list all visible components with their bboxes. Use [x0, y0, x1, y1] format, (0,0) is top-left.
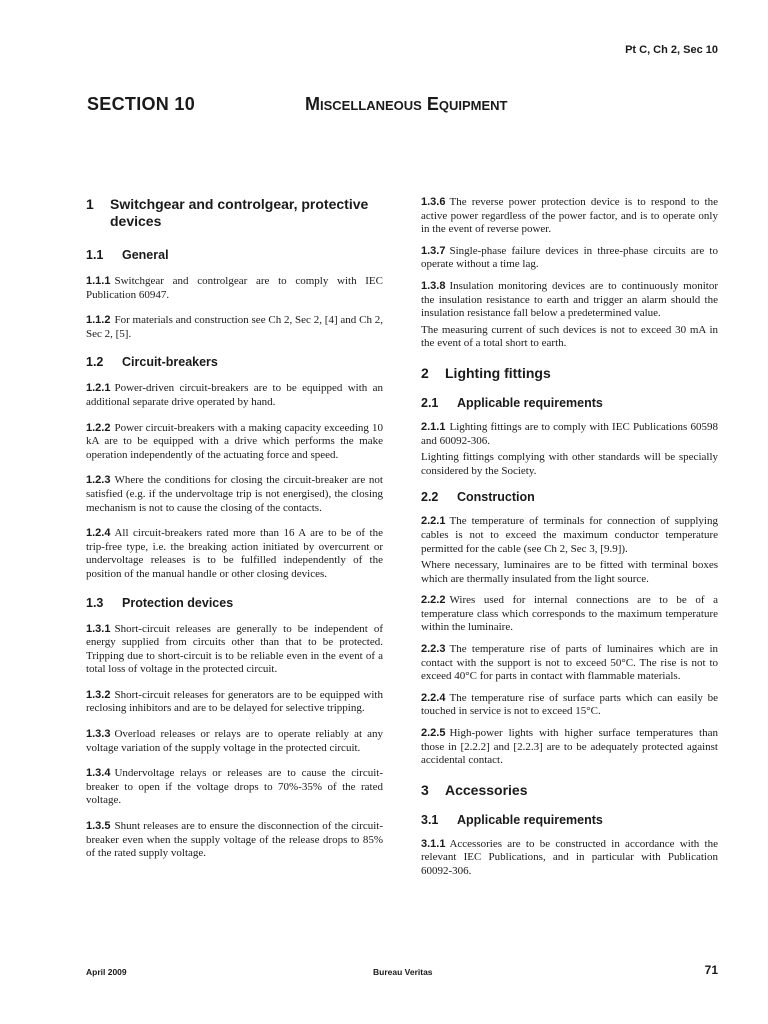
left-column: [86, 196, 383, 861]
paragraph-text: The temperature rise of surface parts which can easily be touched in service is not to exceed 15°C.: [421, 691, 718, 718]
heading-text: Applicable requirements: [457, 395, 603, 410]
heading-number: 1: [86, 196, 94, 212]
right-column: [421, 196, 718, 879]
heading-number: 1.1: [86, 248, 104, 262]
paragraph-number: 1.1.1: [86, 275, 111, 287]
paragraph-text: Single-phase failure devices in three-phase circuits are to operate without a time lag.: [421, 244, 718, 271]
chapter-heading: [421, 782, 718, 799]
paragraph-number: 1.3.3: [86, 728, 111, 741]
paragraph-number: 1.2.1: [86, 382, 111, 395]
paragraph-number: 1.3.1: [86, 622, 111, 635]
section-title: Miscellaneous Equipment: [305, 94, 508, 114]
page-number: 71: [704, 963, 718, 977]
paragraph-text: Shunt releases are to ensure the disconnection of the circuit-breaker even when the supply voltage of the release drops to 85% of the rated supply voltage.: [86, 820, 383, 860]
paragraph-text: Power circuit-breakers with a making capacity exceeding 10 kA are to be equipped with a drive which performs the make operation independently of the actuating force and speed.: [86, 421, 383, 461]
paragraph: [421, 838, 718, 879]
paragraph-number: 1.3.4: [86, 767, 111, 780]
paragraph: [421, 280, 718, 321]
paragraph: [86, 820, 383, 861]
paragraph-number: 1.3.5: [86, 820, 111, 833]
paragraph-text: Accessories are to be constructed in accordance with the relevant IEC Publications, and in particular with Publication 60092-306.: [421, 837, 718, 877]
paragraph-text: Short-circuit releases are generally to be independent of energy supplied from circuits other than that to be protected. Tripping due to short-circuit is to be reliable even in the event of a total loss of voltage in the protected circuit.: [86, 622, 383, 676]
paragraph-text: Power-driven circuit-breakers are to be equipped with an additional separate drive operated by hand.: [86, 382, 383, 408]
heading-number: 2.1: [421, 395, 439, 410]
paragraph-text: Undervoltage relays or releases are to cause the circuit-breaker to open if the voltage drops to 70%-35% of the rated voltage.: [86, 767, 383, 807]
paragraph: [86, 728, 383, 755]
paragraph: [86, 275, 383, 302]
footer-date: April 2009: [86, 967, 127, 977]
paragraph-number: 1.3.8: [421, 279, 446, 292]
paragraph: [421, 324, 718, 351]
paragraph-number: 1.3.6: [421, 196, 446, 208]
heading-text: Protection devices: [122, 595, 234, 610]
paragraph-text: The measuring current of such devices is not to exceed 30 mA in the event of a total short to earth.: [421, 323, 718, 350]
paragraph: [421, 594, 718, 635]
heading-number: 1.2: [86, 355, 104, 370]
heading-number: 3.1: [421, 812, 439, 827]
heading-text: Switchgear and controlgear, protective devices: [110, 196, 369, 229]
paragraph: [421, 451, 718, 478]
paragraph-text: The temperature rise of parts of luminaires which are in contact with the support is not to exceed 50°C. The rise is not to exceed 40°C for parts in contact with flammable materials.: [421, 643, 718, 683]
paragraph: [421, 515, 718, 556]
paragraph: [86, 689, 383, 716]
running-head: Pt C, Ch 2, Sec 10: [625, 44, 718, 56]
paragraph-text: High-power lights with higher surface temperatures than those in [2.2.2] and [2.2.3] are to be adequately protected against accidental contact.: [421, 727, 718, 767]
section-number: SECTION 10: [87, 94, 196, 114]
paragraph: [421, 727, 718, 768]
paragraph-text: The reverse power protection device is to respond to the active power regardless of the power factor, and is to operate only in the event of reverse power.: [421, 196, 718, 236]
paragraph-number: 1.1.2: [86, 314, 111, 327]
heading-number: 2: [421, 364, 429, 381]
heading-text: Accessories: [445, 781, 528, 798]
heading-number: 2.2: [421, 490, 439, 505]
paragraph-number: 1.2.2: [86, 421, 111, 434]
heading-text: General: [122, 248, 169, 262]
paragraph-text: Short-circuit releases for generators are to be equipped with reclosing inhibitors and are to be delayed for selective tripping.: [86, 688, 383, 715]
chapter-heading: [421, 365, 718, 382]
paragraph: [421, 692, 718, 719]
paragraph-text: Lighting fittings complying with other standards will be specially considered by the Society.: [421, 451, 718, 477]
paragraph-text: Where the conditions for closing the circuit-breaker are not satisfied (e.g. if the undervoltage trip is not energised), the closing mechanism is not to cause the closing of the contacts.: [86, 474, 383, 514]
heading-text: Construction: [457, 490, 535, 505]
paragraph: [86, 314, 383, 341]
paragraph-number: 1.3.2: [86, 688, 111, 701]
heading-text: Applicable requirements: [457, 812, 603, 827]
section-heading: [421, 813, 718, 828]
footer-publisher: Bureau Veritas: [373, 967, 433, 977]
paragraph: [86, 623, 383, 677]
paragraph-number: 1.2.3: [86, 474, 111, 487]
paragraph-number: 2.2.5: [421, 727, 446, 740]
paragraph-text: Where necessary, luminaires are to be fitted with terminal boxes which are thermally insulated from the light source.: [421, 559, 718, 585]
section-heading: [86, 596, 383, 611]
paragraph-text: Insulation monitoring devices are to continuously monitor the insulation resistance to earth and trigger an alarm should the insulation resistance fall below a predetermined value.: [421, 279, 718, 320]
section-heading: [421, 490, 718, 505]
section-heading: [86, 248, 383, 263]
paragraph-number: 2.2.4: [421, 691, 446, 704]
paragraph-text: The temperature of terminals for connection of supplying cables is not to exceed the maximum conductor temperature permitted for the cable (see Ch 2, Sec 3, [9.9]).: [421, 515, 718, 555]
paragraph-number: 2.1.1: [421, 420, 446, 433]
paragraph-number: 3.1.1: [421, 837, 446, 850]
paragraph-number: 2.2.2: [421, 594, 446, 607]
paragraph: [421, 196, 718, 237]
heading-number: 3: [421, 781, 429, 798]
paragraph: [86, 382, 383, 409]
paragraph-text: All circuit-breakers rated more than 16 A are to be of the trip-free type, i.e. the breaking action initiated by overcurrent or undervoltage releases is to be fulfilled independently of the position of the manual handle or other closing devices.: [86, 527, 383, 580]
section-heading: [86, 355, 383, 370]
paragraph-text: Wires used for internal connections are to be of a temperature class which corresponds to the maximum temperature within the luminaire.: [421, 594, 718, 634]
heading-text: Circuit-breakers: [122, 355, 218, 370]
paragraph-number: 1.2.4: [86, 527, 111, 540]
paragraph: [421, 245, 718, 272]
paragraph: [421, 421, 718, 448]
paragraph: [86, 422, 383, 463]
paragraph-text: Switchgear and controlgear are to comply with IEC Publication 60947.: [86, 275, 383, 301]
paragraph-text: For materials and construction see Ch 2, Sec 2, [4] and Ch 2, Sec 2, [5].: [86, 314, 383, 340]
paragraph: [421, 559, 718, 586]
paragraph: [86, 474, 383, 515]
section-heading: [421, 396, 718, 411]
paragraph-number: 1.3.7: [421, 244, 446, 257]
heading-text: Lighting fittings: [445, 364, 551, 381]
paragraph-text: Lighting fittings are to comply with IEC Publications 60598 and 60092-306.: [421, 420, 718, 447]
paragraph-number: 2.2.1: [421, 515, 446, 528]
paragraph: [86, 527, 383, 581]
paragraph-text: Overload releases or relays are to operate reliably at any voltage variation of the supply voltage in the protected circuit.: [86, 728, 383, 754]
paragraph: [86, 767, 383, 808]
chapter-heading: [86, 196, 383, 230]
paragraph-number: 2.2.3: [421, 643, 446, 656]
paragraph: [421, 643, 718, 684]
heading-number: 1.3: [86, 595, 104, 610]
